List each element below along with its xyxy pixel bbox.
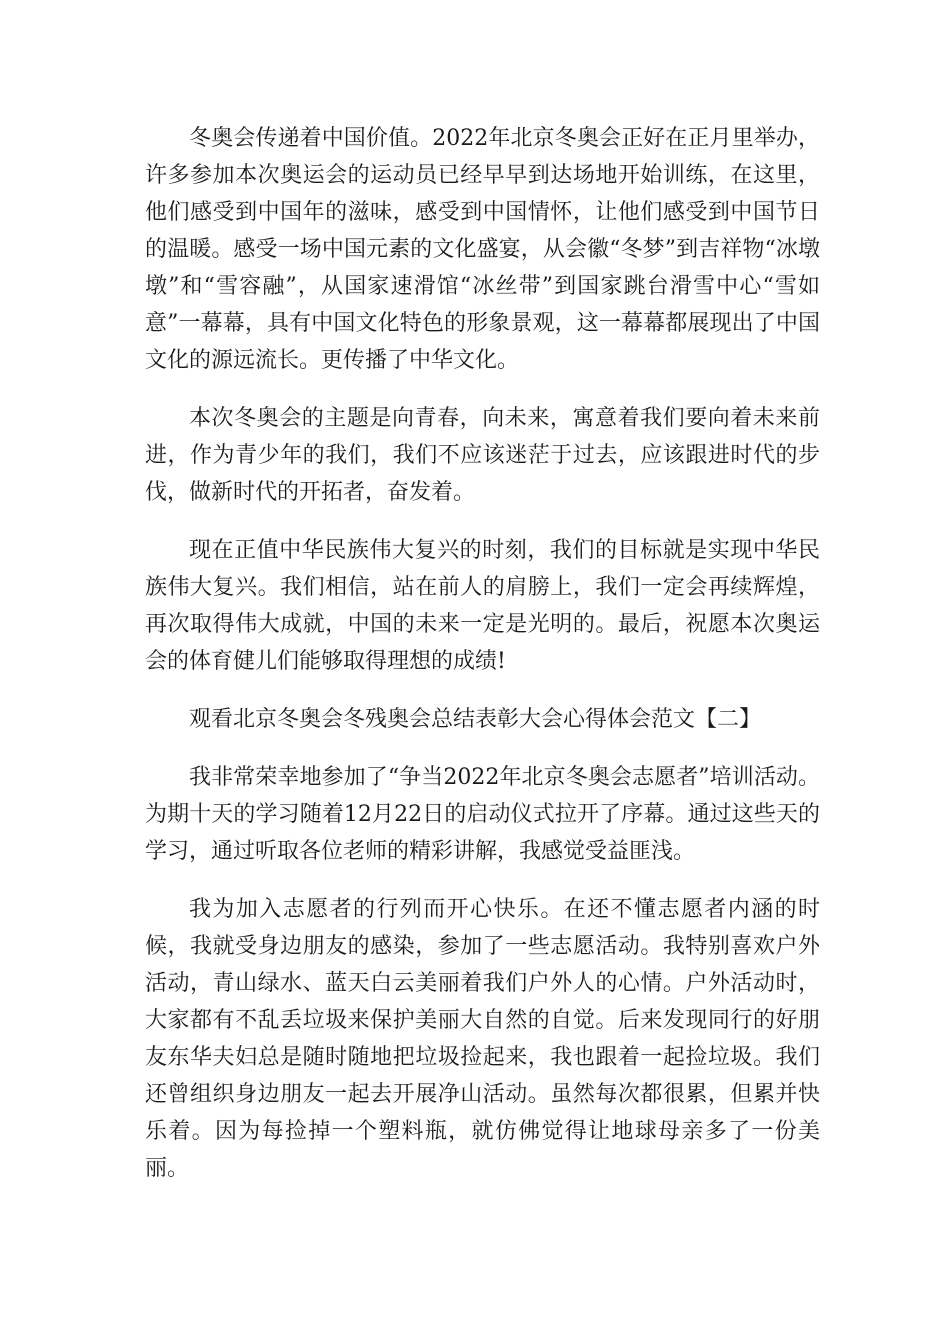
document-body (145, 120, 820, 1208)
paragraph: 我非常荣幸地参加了“争当2022年北京冬奥会志愿者”培训活动。为期十天的学习随着12月22日的启动仪式拉开了序幕。通过这些天的学习，通过听取各位老师的精彩讲解，我感觉受益匪浅。 (145, 765, 820, 864)
paragraph: 本次冬奥会的主题是向青春，向未来，寓意着我们要向着未来前进，作为青少年的我们，我们不应该迷茫于过去，应该跟进时代的步伐，做新时代的开拓者，奋发着。 (145, 406, 820, 505)
paragraph: 冬奥会传递着中国价值。2022年北京冬奥会正好在正月里举办，许多参加本次奥运会的运动员已经早早到达场地开始训练，在这里，他们感受到中国年的滋味，感受到中国情怀，让他们感受到中国节日的温暖。感受一场中国元素的文化盛宴，从会徽“冬梦”到吉祥物“冰墩墩”和“雪容融”，从国家速滑馆“冰丝带”到国家跳台滑雪中心“雪如意”一幕幕，具有中国文化特色的形象景观，这一幕幕都展现出了中国文化的源远流长。更传播了中华文化。 (145, 126, 820, 373)
paragraph: 我为加入志愿者的行列而开心快乐。在还不懂志愿者内涵的时候，我就受身边朋友的感染，参加了一些志愿活动。我特别喜欢户外活动，青山绿水、蓝天白云美丽着我们户外人的心情。户外活动时，大家都有不乱丢垃圾来保护美丽大自然的自觉。后来发现同行的好朋友东华夫妇总是随时随地把垃圾捡起来，我也跟着一起捡垃圾。我们还曾组织身边朋友一起去开展净山活动。虽然每次都很累，但累并快乐着。因为每捡掉一个塑料瓶，就仿佛觉得让地球母亲多了一份美丽。 (145, 897, 820, 1181)
section-heading: 观看北京冬奥会冬残奥会总结表彰大会心得体会范文【二】 (189, 707, 762, 732)
paragraph: 现在正值中华民族伟大复兴的时刻，我们的目标就是实现中华民族伟大复兴。我们相信，站在前人的肩膀上，我们一定会再续辉煌，再次取得伟大成就，中国的未来一定是光明的。最后，祝愿本次奥运会的体育健儿们能够取得理想的成绩! (145, 538, 820, 674)
